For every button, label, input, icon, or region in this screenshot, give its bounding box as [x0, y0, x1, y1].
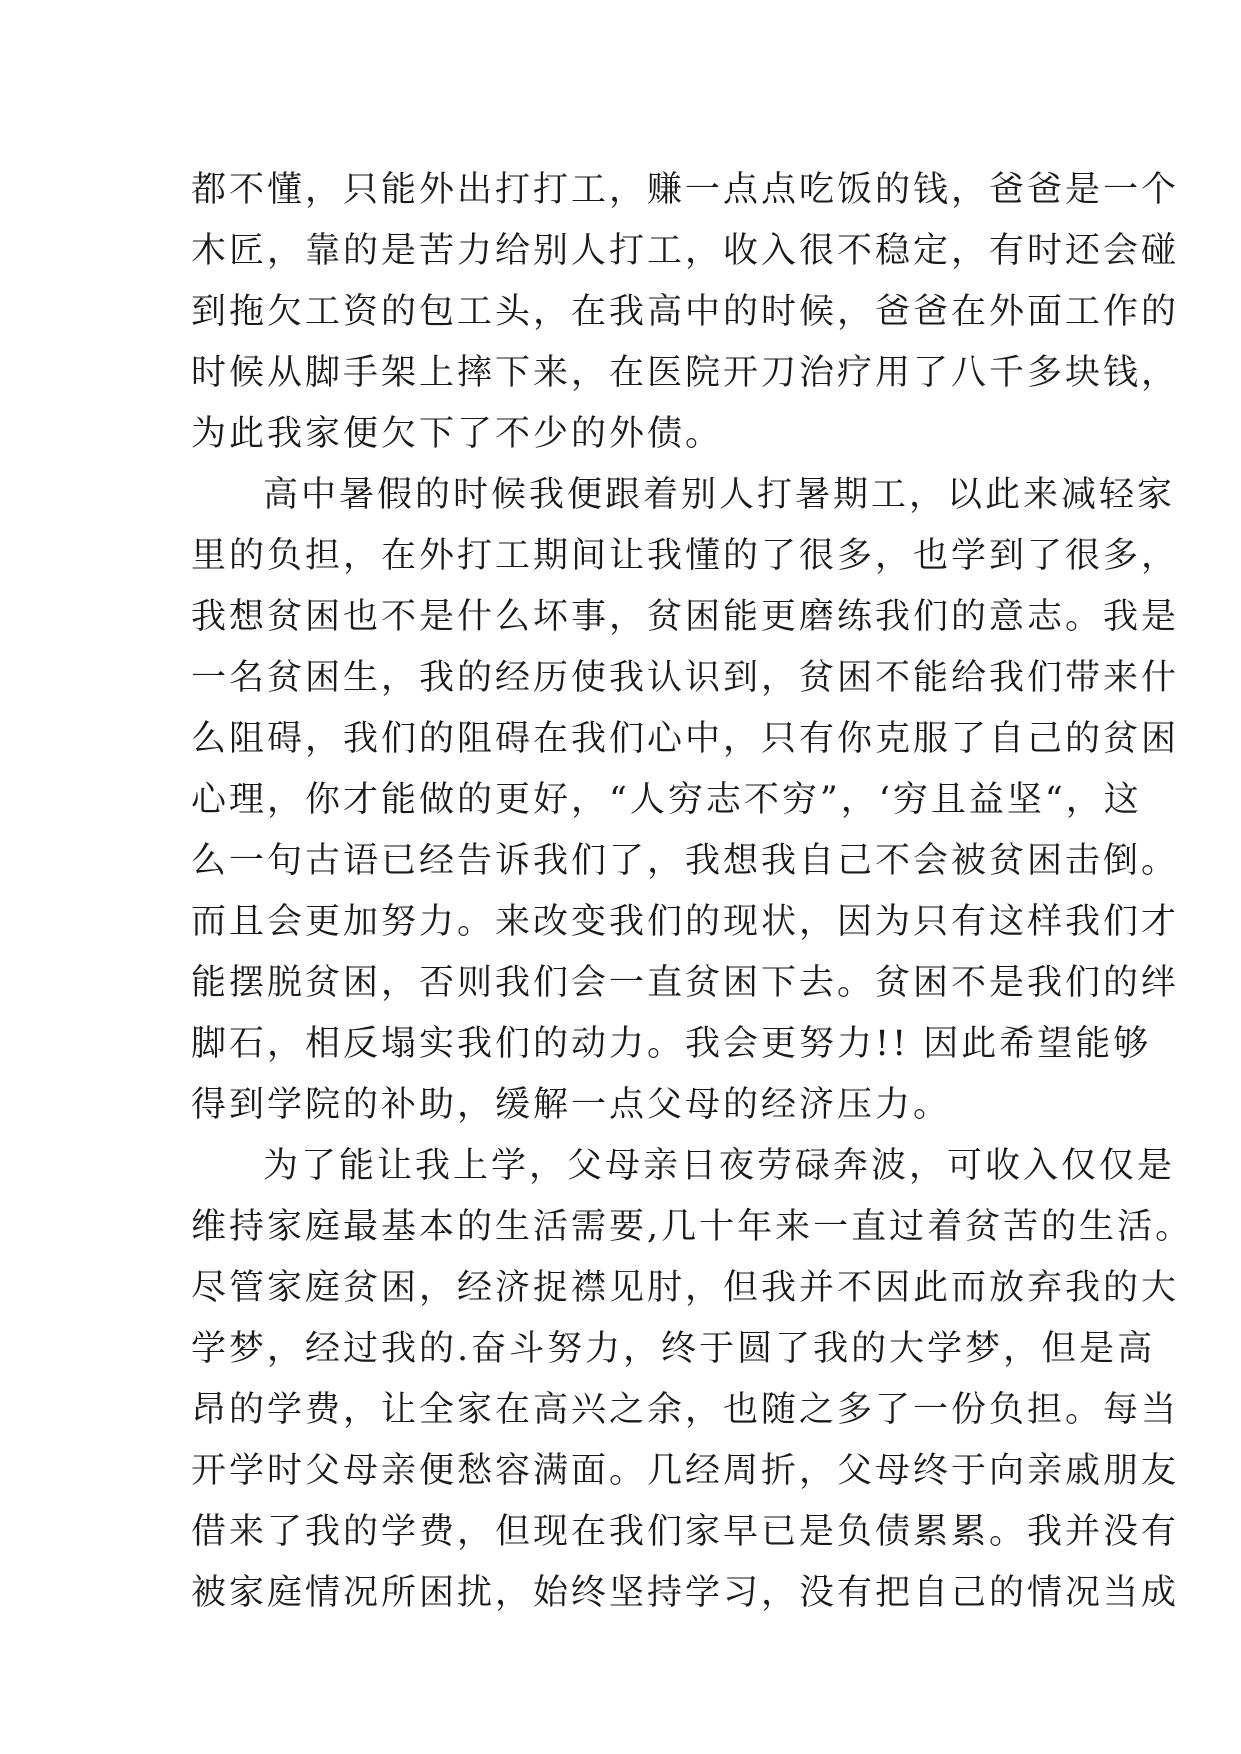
text-line: 我想贫困也不是什么坏事，贫困能更磨练我们的意志。我是	[191, 597, 1180, 637]
text-line: 被家庭情况所困扰，始终坚持学习，没有把自己的情况当成	[191, 1573, 1180, 1613]
text-line: 么阻碍，我们的阻碍在我们心中，只有你克服了自己的贫困	[191, 719, 1180, 759]
text-line: 得到学院的补助，缓解一点父母的经济压力。	[191, 1085, 952, 1125]
text-line: 时候从脚手架上摔下来，在医院开刀治疗用了八千多块钱，	[191, 353, 1180, 393]
text-line: 为此我家便欠下了不少的外债。	[191, 414, 724, 454]
text-line: 都不懂，只能外出打打工，赚一点点吃饭的钱，爸爸是一个	[191, 170, 1180, 210]
paragraph-first-line: 高中暑假的时候我便跟着别人打暑期工，以此来减轻家	[263, 475, 1176, 515]
text-line: 到拖欠工资的包工头，在我高中的时候，爸爸在外面工作的	[191, 292, 1180, 332]
text-line: 心理，你才能做的更好，“人穷志不穷”，‘穷且益坚“，这	[191, 780, 1142, 820]
text-line: 脚石，相反塌实我们的动力。我会更努力!! 因此希望能够	[191, 1024, 1152, 1064]
text-line: 一名贫困生，我的经历使我认识到，贫困不能给我们带来什	[191, 658, 1180, 698]
text-line: 昂的学费，让全家在高兴之余，也随之多了一份负担。每当	[191, 1390, 1180, 1430]
text-line: 而且会更加努力。来改变我们的现状，因为只有这样我们才	[191, 902, 1180, 942]
text-line: 借来了我的学费，但现在我们家早已是负债累累。我并没有	[191, 1512, 1180, 1552]
text-line: 尽管家庭贫困，经济捉襟见肘，但我并不因此而放弃我的大	[191, 1268, 1180, 1308]
text-line: 里的负担，在外打工期间让我懂的了很多，也学到了很多，	[191, 536, 1180, 576]
paragraph-first-line: 为了能让我上学，父母亲日夜劳碌奔波，可收入仅仅是	[263, 1146, 1176, 1186]
text-line: 学梦，经过我的.奋斗努力，终于圆了我的大学梦，但是高	[191, 1329, 1156, 1369]
text-line: 木匠，靠的是苦力给别人打工，收入很不稳定，有时还会碰	[191, 231, 1180, 271]
text-line: 维持家庭最基本的生活需要,几十年来一直过着贫苦的生活。	[191, 1207, 1194, 1247]
text-line: 开学时父母亲便愁容满面。几经周折，父母终于向亲戚朋友	[191, 1451, 1180, 1491]
text-line: 么一句古语已经告诉我们了，我想我自己不会被贫困击倒。	[191, 841, 1180, 881]
text-line: 能摆脱贫困，否则我们会一直贫困下去。贫困不是我们的绊	[191, 963, 1180, 1003]
document-body	[191, 160, 1194, 1624]
